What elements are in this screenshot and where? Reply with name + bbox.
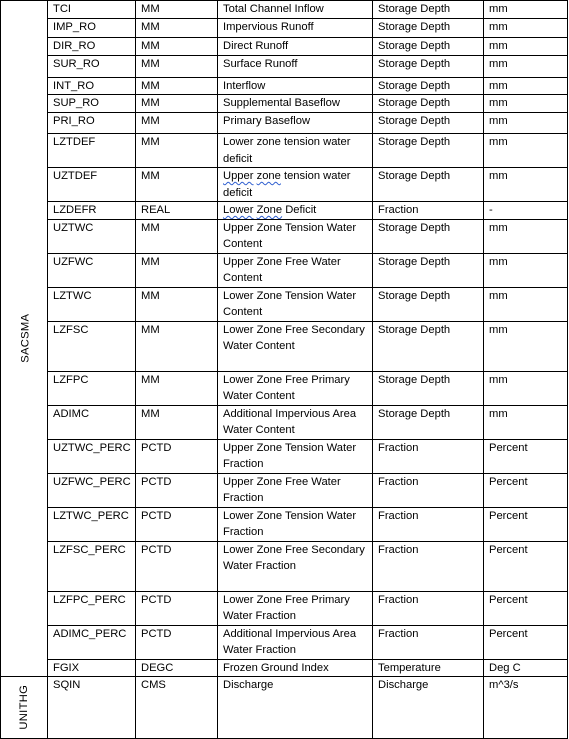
category-cell: Storage Depth	[373, 134, 484, 168]
table-row	[1, 677, 568, 739]
unit-cell: MM	[136, 371, 218, 405]
variable-name-cell: TCI	[48, 1, 136, 19]
unit-cell: MM	[136, 287, 218, 321]
description-cell: Lower Zone Free Primary Water Content	[218, 371, 373, 405]
variable-name-cell: SUR_RO	[48, 55, 136, 77]
display-unit-cell: mm	[484, 405, 568, 439]
table-row	[1, 405, 568, 439]
variable-name-cell: INT_RO	[48, 77, 136, 95]
table-row	[1, 77, 568, 95]
description-cell: Total Channel Inflow	[218, 1, 373, 19]
category-cell: Storage Depth	[373, 55, 484, 77]
unit-cell: DEGC	[136, 659, 218, 677]
group-label: SACSMA	[19, 313, 32, 364]
variable-name-cell: UZTWC	[48, 219, 136, 253]
unit-cell: PCTD	[136, 541, 218, 591]
table-row	[1, 625, 568, 659]
category-cell: Storage Depth	[373, 371, 484, 405]
unit-cell: PCTD	[136, 591, 218, 625]
variable-name-cell: UZFWC	[48, 253, 136, 287]
description-cell: Surface Runoff	[218, 55, 373, 77]
table-row	[1, 439, 568, 473]
display-unit-cell: mm	[484, 18, 568, 37]
table-row	[1, 371, 568, 405]
category-cell: Fraction	[373, 473, 484, 507]
description-cell: Impervious Runoff	[218, 18, 373, 37]
variable-name-cell: PRI_RO	[48, 113, 136, 134]
variable-name-cell: LZFPC	[48, 371, 136, 405]
category-cell: Storage Depth	[373, 287, 484, 321]
description-cell: Lower Zone Deficit	[218, 202, 373, 220]
description-cell: Lower Zone Tension Water Fraction	[218, 507, 373, 541]
display-unit-cell: Percent	[484, 541, 568, 591]
table-row	[1, 507, 568, 541]
description-cell: Lower Zone Tension Water Content	[218, 287, 373, 321]
unit-cell: MM	[136, 219, 218, 253]
unit-cell: MM	[136, 405, 218, 439]
table-row	[1, 37, 568, 55]
variable-name-cell: FGIX	[48, 659, 136, 677]
unit-cell: MM	[136, 1, 218, 19]
category-cell: Storage Depth	[373, 405, 484, 439]
variable-name-cell: UZTDEF	[48, 168, 136, 202]
display-unit-cell: m^3/s	[484, 677, 568, 739]
display-unit-cell: mm	[484, 77, 568, 95]
category-cell: Storage Depth	[373, 113, 484, 134]
table-row	[1, 1, 568, 19]
unit-cell: PCTD	[136, 473, 218, 507]
table-row	[1, 473, 568, 507]
display-unit-cell: Deg C	[484, 659, 568, 677]
variable-name-cell: SUP_RO	[48, 95, 136, 113]
table-row	[1, 287, 568, 321]
description-cell: Upper Zone Tension Water Fraction	[218, 439, 373, 473]
description-cell: Interflow	[218, 77, 373, 95]
table-row	[1, 591, 568, 625]
unit-cell: MM	[136, 37, 218, 55]
category-cell: Storage Depth	[373, 168, 484, 202]
unit-cell: MM	[136, 95, 218, 113]
table-row	[1, 253, 568, 287]
display-unit-cell: mm	[484, 253, 568, 287]
unit-cell: MM	[136, 113, 218, 134]
category-cell: Fraction	[373, 507, 484, 541]
category-cell: Fraction	[373, 202, 484, 220]
category-cell: Storage Depth	[373, 18, 484, 37]
variable-name-cell: ADIMC_PERC	[48, 625, 136, 659]
unit-cell: MM	[136, 55, 218, 77]
description-cell: Upper zone tension water deficit	[218, 168, 373, 202]
variable-name-cell: LZTDEF	[48, 134, 136, 168]
category-cell: Storage Depth	[373, 321, 484, 371]
variable-name-cell: LZTWC	[48, 287, 136, 321]
description-cell: Discharge	[218, 677, 373, 739]
display-unit-cell: -	[484, 202, 568, 220]
display-unit-cell: Percent	[484, 439, 568, 473]
category-cell: Fraction	[373, 625, 484, 659]
table-row	[1, 202, 568, 220]
group-label-cell	[1, 677, 48, 739]
table-row	[1, 95, 568, 113]
display-unit-cell: mm	[484, 1, 568, 19]
description-cell: Direct Runoff	[218, 37, 373, 55]
variable-name-cell: LZFPC_PERC	[48, 591, 136, 625]
display-unit-cell: mm	[484, 113, 568, 134]
unit-cell: PCTD	[136, 439, 218, 473]
group-label: UNITHG	[17, 685, 30, 730]
description-cell: Upper Zone Tension Water Content	[218, 219, 373, 253]
unit-cell: CMS	[136, 677, 218, 739]
table-row	[1, 113, 568, 134]
variable-name-cell: SQIN	[48, 677, 136, 739]
unit-cell: PCTD	[136, 507, 218, 541]
unit-cell: MM	[136, 134, 218, 168]
description-cell: Additional Impervious Area Water Fraction	[218, 625, 373, 659]
description-cell: Primary Baseflow	[218, 113, 373, 134]
description-cell: Upper Zone Free Water Fraction	[218, 473, 373, 507]
table-row	[1, 55, 568, 77]
description-cell: Lower Zone Free Secondary Water Fraction	[218, 541, 373, 591]
display-unit-cell: mm	[484, 55, 568, 77]
variable-name-cell: ADIMC	[48, 405, 136, 439]
category-cell: Temperature	[373, 659, 484, 677]
description-cell: Lower zone tension water deficit	[218, 134, 373, 168]
display-unit-cell: Percent	[484, 591, 568, 625]
variable-name-cell: LZTWC_PERC	[48, 507, 136, 541]
variable-name-cell: UZTWC_PERC	[48, 439, 136, 473]
unit-cell: MM	[136, 253, 218, 287]
table-row	[1, 541, 568, 591]
unit-cell: PCTD	[136, 625, 218, 659]
unit-cell: MM	[136, 168, 218, 202]
variable-name-cell: IMP_RO	[48, 18, 136, 37]
description-cell: Supplemental Baseflow	[218, 95, 373, 113]
variable-name-cell: UZFWC_PERC	[48, 473, 136, 507]
table-row	[1, 321, 568, 371]
display-unit-cell: mm	[484, 134, 568, 168]
category-cell: Fraction	[373, 439, 484, 473]
table-row	[1, 168, 568, 202]
category-cell: Storage Depth	[373, 253, 484, 287]
display-unit-cell: Percent	[484, 473, 568, 507]
display-unit-cell: Percent	[484, 507, 568, 541]
unit-cell: MM	[136, 18, 218, 37]
category-cell: Storage Depth	[373, 219, 484, 253]
variable-name-cell: LZFSC	[48, 321, 136, 371]
table-row	[1, 18, 568, 37]
category-cell: Fraction	[373, 591, 484, 625]
category-cell: Fraction	[373, 541, 484, 591]
description-cell: Additional Impervious Area Water Content	[218, 405, 373, 439]
category-cell: Discharge	[373, 677, 484, 739]
unit-cell: REAL	[136, 202, 218, 220]
display-unit-cell: mm	[484, 321, 568, 371]
display-unit-cell: mm	[484, 371, 568, 405]
table-row	[1, 219, 568, 253]
table-row	[1, 134, 568, 168]
unit-cell: MM	[136, 77, 218, 95]
table-row	[1, 659, 568, 677]
variable-name-cell: DIR_RO	[48, 37, 136, 55]
category-cell: Storage Depth	[373, 77, 484, 95]
category-cell: Storage Depth	[373, 1, 484, 19]
description-cell: Upper Zone Free Water Content	[218, 253, 373, 287]
display-unit-cell: mm	[484, 37, 568, 55]
variable-name-cell: LZFSC_PERC	[48, 541, 136, 591]
unit-cell: MM	[136, 321, 218, 371]
display-unit-cell: mm	[484, 287, 568, 321]
display-unit-cell: Percent	[484, 625, 568, 659]
description-cell: Lower Zone Free Secondary Water Content	[218, 321, 373, 371]
display-unit-cell: mm	[484, 168, 568, 202]
group-label-cell	[1, 1, 48, 677]
display-unit-cell: mm	[484, 95, 568, 113]
category-cell: Storage Depth	[373, 37, 484, 55]
description-cell: Lower Zone Free Primary Water Fraction	[218, 591, 373, 625]
display-unit-cell: mm	[484, 219, 568, 253]
variable-name-cell: LZDEFR	[48, 202, 136, 220]
category-cell: Storage Depth	[373, 95, 484, 113]
description-cell: Frozen Ground Index	[218, 659, 373, 677]
